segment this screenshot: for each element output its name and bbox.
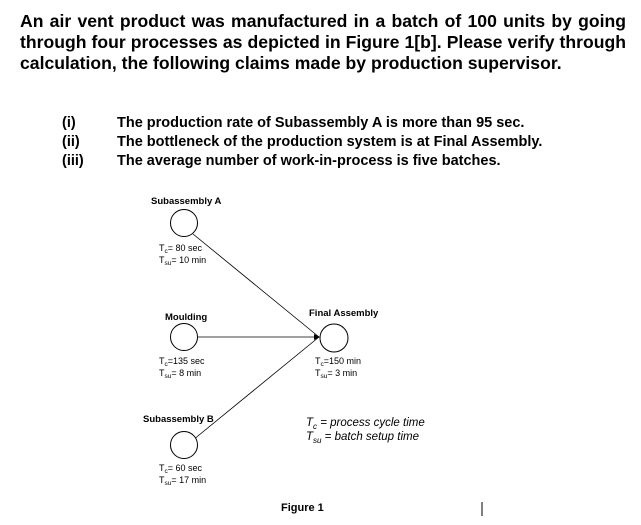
param-tc: $T_c= 80$ sec: [159, 243, 203, 255]
flow-line-subassembly-a: [193, 234, 319, 337]
legend-setup-time: $T_{su}$ = batch setup time: [306, 431, 419, 445]
node-label-subassembly-a: Subassembly A: [151, 196, 222, 207]
param-tsu: $T_{su}= 17$ min: [159, 475, 207, 487]
claim-number: (iii): [62, 153, 84, 169]
node-subassembly-b: [171, 432, 198, 459]
claim-text: The average number of work-in-process is five batches.: [117, 153, 501, 169]
node-final-assembly: [320, 324, 348, 352]
node-moulding: [171, 324, 198, 351]
node-label-final-assembly: Final Assembly: [309, 308, 379, 319]
param-tc: $T_c=150$ min: [315, 356, 362, 368]
node-subassembly-a: [171, 210, 198, 237]
claim-text: The bottleneck of the production system is at Final Assembly.: [117, 134, 543, 150]
node-label-moulding: Moulding: [165, 312, 208, 323]
param-tsu: $T_{su}= 8$ min: [159, 368, 202, 380]
param-tsu: $T_{su}= 10$ min: [159, 255, 207, 267]
claim-number: (ii): [62, 134, 80, 150]
param-tc: $T_c= 60$ sec: [159, 463, 203, 475]
node-label-subassembly-b: Subassembly B: [143, 414, 214, 425]
claim-number: (i): [62, 115, 76, 131]
problem-intro: An air vent product was manufactured in a batch of 100 units by going through four processes as depicted in Figure 1[b]. Please verify through calculation, the following claims made by production supervisor.: [20, 11, 626, 73]
figure-caption: Figure 1: [281, 502, 324, 514]
claim-text: The production rate of Subassembly A is more than 95 sec.: [117, 115, 525, 131]
param-tc: $T_c=135$ sec: [159, 356, 205, 368]
param-tsu: $T_{su}= 3$ min: [315, 368, 358, 380]
legend-cycle-time: $T_c$ = process cycle time: [306, 417, 425, 431]
